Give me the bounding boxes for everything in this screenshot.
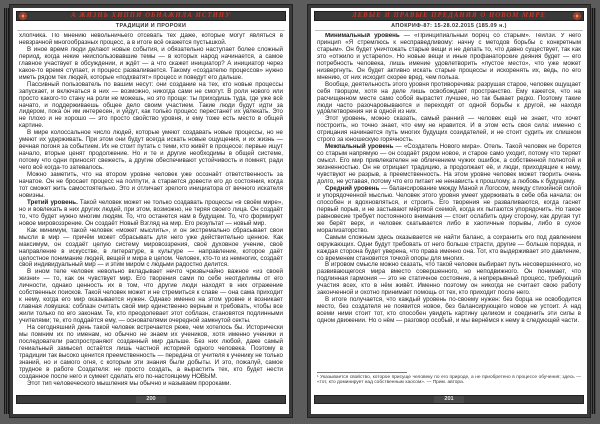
article-body: [19, 33, 283, 392]
paragraph: [317, 262, 581, 297]
page-footer: [314, 395, 584, 404]
paragraph-text: На сегодняшний день такой человек встречается реже, чем хотелось бы. Исторически мы помним их по именам, но обычно не знаем их учеников, хотя именно ученики и последователи распространяют созданный мир дальше. Без них любой, даже самый гениальный замысел остаётся лишь частной историей одного человека. Поэтому в традиции так высоко ценится преемственность — передача от учителя к ученику не только знаний, но и самого огня, с которым эти знания были добыты. И это, пожалуй, самое трудное в работе Создателя: не просто создать, а вырастить тех, кто будет нести созданное после него и сумеет сделать его по-настоящему НОВЫМ.: [19, 324, 283, 380]
paragraph: [19, 325, 283, 381]
paragraph-text: Самым сложным здесь оказывается не найти баланс, а сохранить его под давлением окружающих. Одни будут требовать от него больше страсти, другие — больше порядка, и каждая сторона будет уверена, что права именно она. Тот, кто выдерживает это давление, со временем становится точкой опоры для многих.: [317, 233, 581, 262]
crest-icon: [19, 12, 27, 20]
paragraph-text: Пассивный пользователь по вашим несут: они создание на тех, кто новые процессы запускает, и включаться в них — возможно, никогда сами не смогут. В роли нового или просто какого-то стану на роли не можешь, но это проще: ты приходишь туда, где уже всё начато, и поддерживаешь общее дело своим участием. Такие люди будут идти за лидером, пока он им интересен, и уйдут, как только процесс перестанет их увлекать. Это не плохо и не хорошо — это просто свойство уровня, и ему тоже есть место в общей картине.: [19, 80, 283, 130]
paragraph-text: В мире колоссальное число людей, которые умеют создавать новые процессы, но не умеют их удерживать. При этом они будут всегда искать новые ощущения, и их жизнь — вечная погоня за событием. Их не стоит путать с теми, кто живёт в процессе: первые ищут начало, вторые ценят продолжение. Но и те и другие необходимы в общей системе, потому что одни приносят свежесть, а другие обеспечивают устойчивость и помнят, ради чего всё когда-то затевалось.: [19, 129, 283, 172]
crest-icon: [573, 12, 581, 20]
paragraph: [19, 269, 283, 325]
paragraph: [19, 130, 283, 172]
paragraph: [317, 33, 581, 82]
paragraph-text: В ином теле человек невольно вкладывает нечто чрезвычайно важное «из своей жизни» — то, как он чувствует мир. Его творения сами по себе неотделимы от его личности, однако ценность их в том, что другие люди находят в них отражение собственных поисков. Такой человек может и не стремиться к славе — она сама приходит к нему, когда его мир оказывается нужен. Однако именно на этом уровне и возникает главная ловушка: соблазн считать свой мир единственно верным и требовать, чтобы все жили только по его законам. Те, кто преодолевает этот соблазн, становятся подлинными учителями; те, кто поддаётся ему, — основателями очередной замкнутой секты.: [19, 268, 283, 325]
page-banner: [314, 11, 584, 21]
banner-title: А ЖИЗНЬ ХИППИ ОБНАЖИЛА ИСТИНУ: [71, 12, 231, 19]
paragraph-text: — балансирование между Маной и Логосом, между стихийной силой и упорядоченной мыслью. Человек этого уровня умеет удерживать в себе оба начала: он способен и вдохновляться, и строить. Его творения не разваливаются, когда гаснет первый порыв, и не застывают мёртвой схемой, когда их пытаются упорядочить. Но такое равновесие требует постоянного внимания — стоит ослабить одну сторону, как другая тут же берёт верх, и человек скатывается либо в хаотичные порывы, либо в сухое морализаторство.: [317, 184, 581, 234]
paragraph-lead: Минимальный уровень: [325, 33, 400, 39]
paragraph: [19, 228, 283, 270]
footnote: [317, 372, 581, 393]
paragraph: [19, 381, 283, 388]
page-banner: [16, 11, 286, 21]
paragraph-text: хлопчика. По мнению невольничьего отсевать тех Даже, которые могут являться в невзрачной многообразных процесс, а в итоге всё окажется пустышкой.: [19, 33, 283, 46]
footnote-rule: [317, 372, 407, 373]
article-body: [317, 33, 581, 370]
banner-title: ЛЕВЫЕ И ПРАВЫЕ ПРЕДАНИЯ О НОВОМ МИРЕ: [351, 12, 547, 19]
paragraph-text: Можно заметить, что на втором уровне человек уже осознаёт ответственность за начатое. Он не бросает процесс на полпути, а старается довести его до состояния, когда тот сможет жить самостоятельно. Это и отличает зрелого инициатора от вечного искателя новизны.: [19, 171, 283, 199]
footnote-text: ¹ Указывается свойство, которое присуще человеку по его природе, а не приобретено в процессе обучения; здесь — «тот, кто доминирует над собственным хаосом». — Прим. автора.: [317, 374, 581, 386]
paragraph: [19, 47, 283, 82]
paragraph-text: В игровом смысле можно сказать, что такой человек выбирает путь несовершенного, но развивающегося мира вместо совершенного, но неподвижного. Он понимает, что подлинная гармония — это не статичное состояние, а непрерывный процесс, требующий участия всех, кто в нём живёт. Именно поэтому он никогда не считает свою работу законченной и охотно принимает помощь от тех, кто приходит после него.: [317, 261, 581, 297]
paragraph-lead: Средний уровень: [325, 184, 380, 192]
paragraph: [19, 172, 283, 200]
page-number: 200: [136, 396, 165, 403]
page-edge-right: [590, 8, 596, 414]
paragraph: [317, 297, 581, 325]
paragraph-text: Вообще, деятельность этого уровня противоречива: разрушая старое, человек ощущает себя творцом, хотя на деле лишь освобождает пространство. Ему кажется, что на расчищенном месте само собой вырастет лучшее, но так бывает редко. Поэтому такие люди часто разочаровываются и переходят от одной борьбы к другой, не находя удовлетворения ни в одной из них.: [317, 80, 581, 116]
paragraph-text: — «Принципиальный борец со старым». Тейлзи. У него принцип «Я стремлюсь к несправедливому: начну с методов борьбы с конкретным старым». Он будет уничтожать старые вещи и не делать то, что давно существует, так как это «отжило и устарело». Но новые вещи и иные профанаторские деяния будет — его потребность человека, лишь имение удовлетворить «пустое место», что уже может низвергнуть. Он будет активно искать старые процессы и искоренять их, ведь, по его мнению, от них исходит скорее вред, чем польза.: [317, 33, 581, 81]
paragraph-lead: Межпальный уровень: [325, 143, 394, 151]
page-footer: [16, 395, 286, 404]
paragraph: [317, 235, 581, 263]
paragraph-text: Этот уровень, можно сказать, самый ранний — человек ещё не знает, что хочет построить, но точно знает, что ему не нравится. И в этом есть своя сила: именно с отрицания начинается путь многих будущих созидателей, и не стоит судить их слишком строго за юношескую горячность.: [317, 115, 581, 144]
paragraph-text: Такой человек может не только создавать процессы «в своём мире», но и вовлекать в них других людей, при этом, возможно, не теряя своего лица. Он создаёт то, что будет нужно многим людям. То, что останется нам в будущем. То, что формирует новое мировоззрение. Он создаёт Новый Взгляд на мир. Его результат — новый мир.: [19, 198, 283, 227]
paragraph-lead: Третий уровень.: [27, 198, 78, 206]
paragraph-text: В итоге получается, что каждый уровень по-своему нужен: без борца не освободится место, без создателя не появится новое, без балансирующего новое не устоит. А над всеми ними стоит тот, кто способен увидеть картину целиком и соединить эти силы в одном движении. Но о нём — разговор особый, и мы вернёмся к нему в следующей части.: [317, 296, 581, 325]
section-title: ТРАДИЦИИ И ПРОРОКИ: [17, 22, 285, 31]
section-title: АПОКРИФ-87: 15-28.02.2015 (185.09 н.): [315, 22, 583, 31]
page-number: 201: [434, 396, 463, 403]
paragraph: [19, 33, 283, 47]
paragraph-text: Как минимум, такой человек «может мыслить», и он экстремально сбрасывает свои мысли в мир — причём может сбрасывать для него уже действительно ценное. Как максимум, он создаёт целую систему мировоззрения, своё духовное учение, своё направление в искусстве, в литературе, в культуре — направление, которое даёт целостное понимание людей, вещей и мира в целом. Человек, кто-то из немногих, создаёт свой индивидуальный мир — и этим миром с людьми радостно делится.: [19, 226, 283, 269]
paragraph-text: Этот тип человеческого мышления мы обычно и называем пророками.: [27, 379, 232, 387]
paragraph: [19, 82, 283, 131]
paragraph: [317, 186, 581, 235]
paragraph: [317, 144, 581, 186]
paragraph-text: — «Создатель Нового мира». Отель. Такой человек не борется со старым напрямую — он создаёт рядом новое, и старое само уходит, потому что теряет смысл. Его мир привлекателен не обличением чужих ошибок, а собственной полнотой и жизненностью. Он не отрицает традицию, а продолжает её, и люди, приходящие к нему, чувствуют не разрыв, а преемственность. На этом уровне человек может творить очень долго, не уставая, потому что его питает не ненависть к прошлому, а любовь к будущему.: [317, 143, 581, 186]
left-page: [10, 5, 292, 417]
paragraph: [317, 82, 581, 117]
right-page: [308, 5, 590, 417]
paragraph: [19, 200, 283, 228]
paragraph: [317, 116, 581, 144]
paragraph-text: В иное время люди делают новые события, и обязательно наступает более сложный период, когда некие неиспользовавшие темы — в которых народ начинается, а самое главное участвует в обсуждении, и ждёт — а что скажет инициатор? А инициатор через какое-то время ступает, и процесс разваливается. Такому «создателю процессов» нужно иметь рядом тех людей, которые «подхватят» процесс и поведут его дальше.: [19, 45, 283, 81]
